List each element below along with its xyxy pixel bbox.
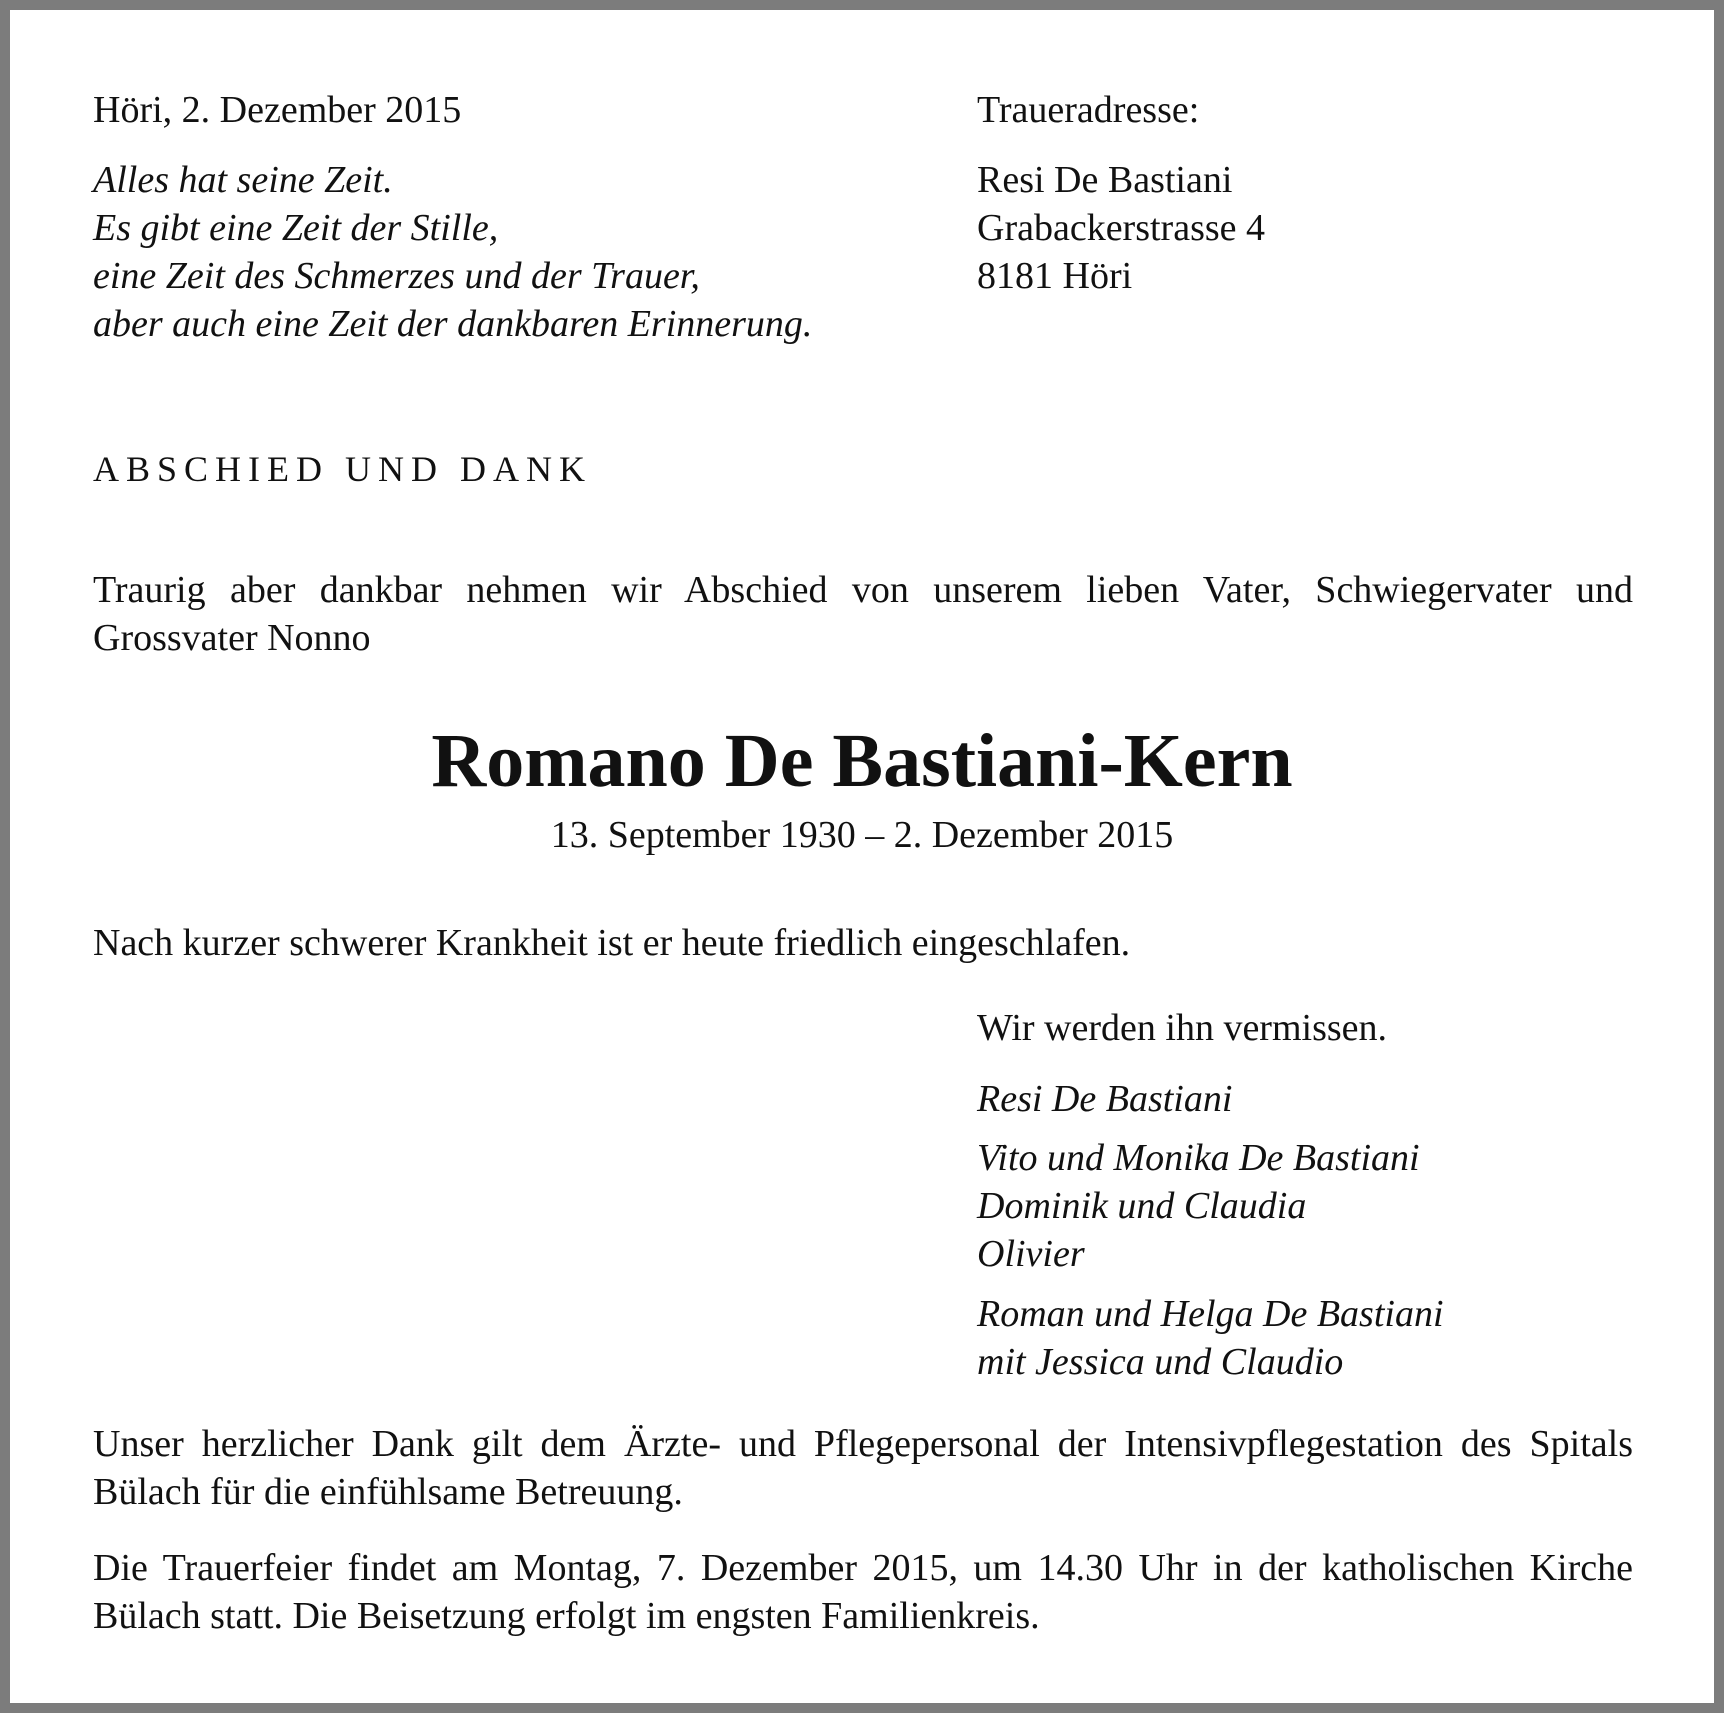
funeral-paragraph: Die Trauerfeier findet am Montag, 7. Dezember 2015, um 14.30 Uhr in der katholischen Kirche Bülach statt. Die Beisetzung erfolgt im engsten Familienkreis. (93, 1547, 1633, 1637)
intro-paragraph: Traurig aber dankbar nehmen wir Abschied von unserem lieben Vater, Schwiegervater und Grossvater Nonno (93, 569, 1633, 659)
thanks-paragraph: Unser herzlicher Dank gilt dem Ärzte- und Pflegepersonal der Intensivpflegestation des Spitals Bülach für die einfühlsame Betreuung. (93, 1423, 1633, 1513)
mourner-group (977, 1075, 1232, 1123)
passing-note: Nach kurzer schwerer Krankheit ist er heute friedlich eingeschlafen. (93, 922, 1131, 964)
address-name: Resi De Bastiani (977, 159, 1233, 201)
poem-line: aber auch eine Zeit der dankbaren Erinnerung. (93, 303, 813, 345)
deceased-name: Romano De Bastiani-Kern (431, 719, 1293, 803)
poem-line: Alles hat seine Zeit. (93, 159, 393, 201)
address-street: Grabackerstrasse 4 (977, 207, 1266, 249)
farewell-line: Wir werden ihn vermissen. (977, 1007, 1388, 1049)
mourning-address (977, 156, 1265, 300)
address-city: 8181 Höri (977, 255, 1133, 297)
poem-line: eine Zeit des Schmerzes und der Trauer, (93, 255, 700, 297)
mourner-line: Roman und Helga De Bastiani (977, 1293, 1444, 1335)
poem-line: Es gibt eine Zeit der Stille, (93, 207, 499, 249)
mourner-group (977, 1134, 1420, 1278)
address-label: Traueradresse: (977, 89, 1200, 131)
mourner-line: Resi De Bastiani (977, 1078, 1233, 1120)
mourner-line: mit Jessica und Claudio (977, 1341, 1344, 1383)
mourner-group (977, 1290, 1444, 1386)
place-date: Höri, 2. Dezember 2015 (93, 89, 462, 131)
mourner-line: Vito und Monika De Bastiani (977, 1137, 1420, 1179)
section-heading: ABSCHIED UND DANK (93, 449, 593, 489)
mourner-line: Dominik und Claudia (977, 1185, 1307, 1227)
life-dates: 13. September 1930 – 2. Dezember 2015 (550, 814, 1174, 856)
mourner-line: Olivier (977, 1233, 1085, 1275)
poem (93, 156, 812, 348)
